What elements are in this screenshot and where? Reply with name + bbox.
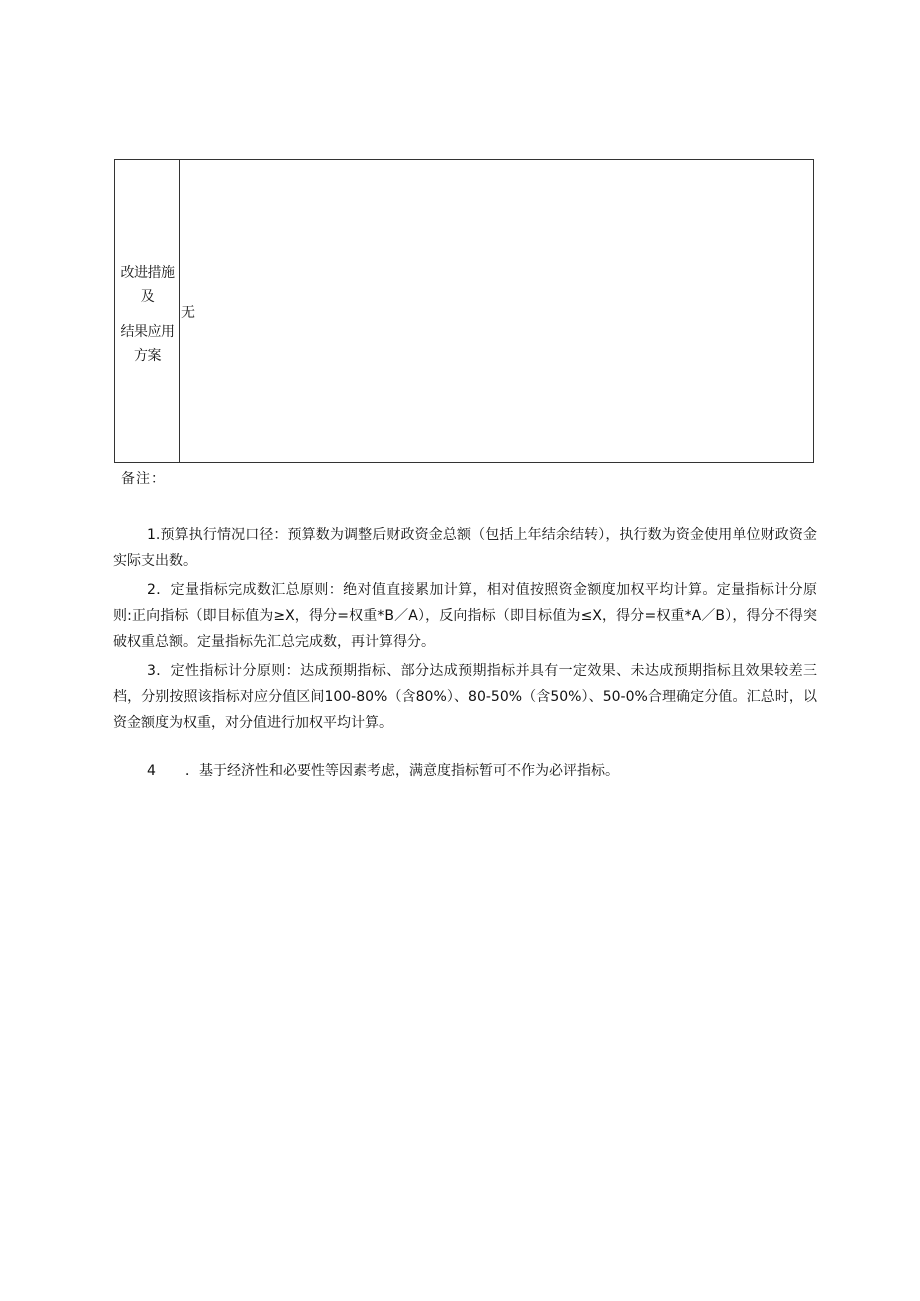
label-line-3: 结果应用 — [120, 324, 175, 340]
note-item-1: 1.预算执行情况口径：预算数为调整后财政资金总额（包括上年结余结转），执行数为资金使用单位财政资金实际支出数。 — [113, 527, 817, 569]
label-line-4: 方案 — [134, 348, 161, 364]
note-item-2: 2．定量指标完成数汇总原则：绝对值直接累加计算，相对值按照资金额度加权平均计算。定量指标计分原则:正向指标（即目标值为≥X，得分=权重*B／A），反向指标（即目标值为≤X，得分=权重*A／B），得分不得突破权重总额。定量指标先汇总完成数，再计算得分。 — [113, 582, 817, 650]
table-value: 无 — [181, 305, 195, 321]
note-item-4-number: 4 — [147, 763, 156, 779]
note-item-4-text: ．基于经济性和必要性等因素考虑，满意度指标暂可不作为必评指标。 — [185, 763, 619, 779]
note-item-4 — [147, 761, 619, 781]
improvement-table — [114, 159, 814, 463]
label-line-1: 改进措施 — [120, 265, 175, 281]
label-line-2: 及 — [140, 289, 155, 305]
note-item-3: 3．定性指标计分原则：达成预期指标、部分达成预期指标并具有一定效果、未达成预期指标且效果较差三档，分别按照该指标对应分值区间100-80%（含80%）、80-50%（含50%）、50-0%合理确定分值。汇总时，以资金额度为权重，对分值进行加权平均计算。 — [113, 663, 817, 731]
table-label-cell — [115, 160, 180, 462]
notes-title: 备注： — [121, 471, 166, 487]
